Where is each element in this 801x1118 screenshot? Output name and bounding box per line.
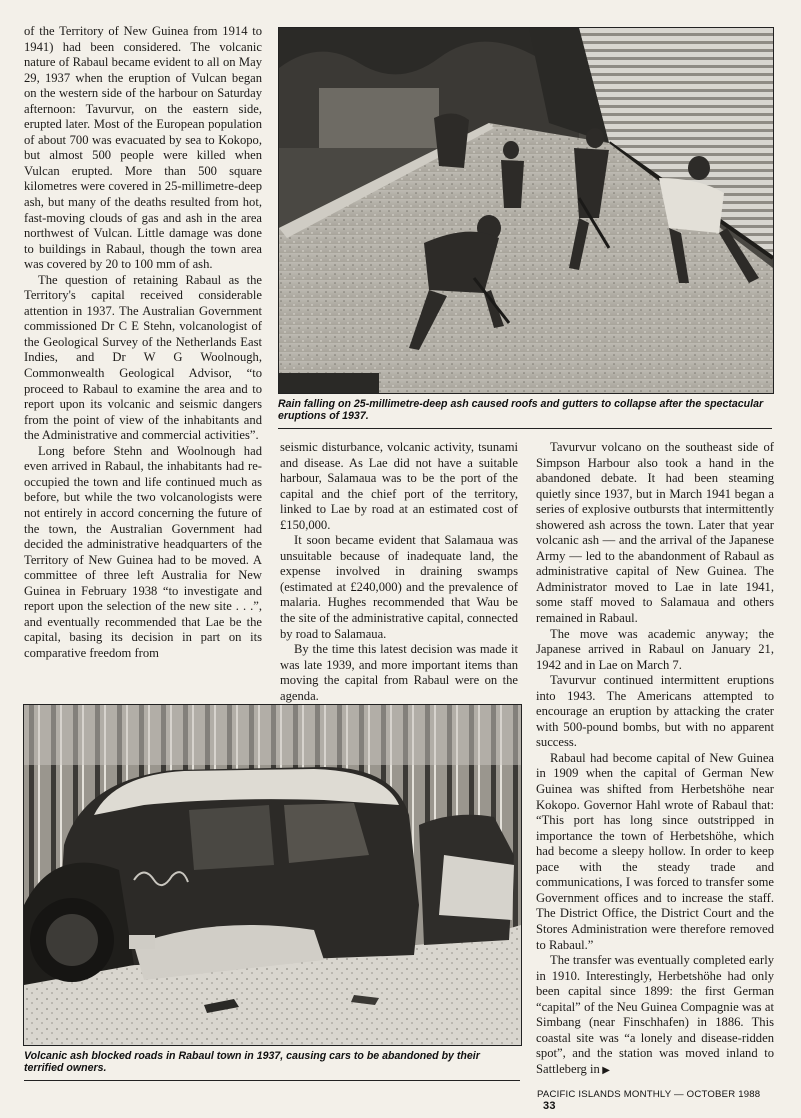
photo-ash-clearing [278,27,774,394]
photo-abandoned-car [23,704,522,1046]
continue-arrow-icon: ▶ [599,1064,610,1076]
paragraph: Tavurvur volcano on the southeast side of Simpson Harbour also took a hand in the abandoned debate. It had been steaming quietly since 1937, but in March 1941 began a series of explosive outbursts that intermittently showered ash across the town. Later that year volcanic ash — and the arrival of the Japanese Army — led to the abandonment of Rabaul as administrative capital of New Guinea. The Administrator moved to Lae in late 1941, some staff moved to Salamaua and others remained in Rabaul. [536,440,774,626]
paragraph: The transfer was eventually completed early in 1910. Interestingly, Herbetshöhe had only been capital since 1899: the first German “capital” of the Neu Guinea Compagnie was at Simbang (near Finschhafen) in 1886. This coastal site was “a lonely and disease-ridden spot”, and the station was moved inland to Sattleberg in ▶ [536,953,774,1076]
article-column-right [536,440,774,1078]
divider [24,1080,520,1081]
article-column-left [24,24,262,661]
paragraph: Long before Stehn and Woolnough had even arrived in Rabaul, the inhabitants had re-occupied the town and life continued much as before, but while the two volcanologists were not entirely in accord concerning the future of the town, the Australian Government had decided the administrative headquarters of the Territory of New Guinea had to be moved. A committee of three left Australia for New Guinea in February 1938 “to investigate and report upon the selection of the new site . . .”, and eventually recommended that Lae be the capital, basing its decision in part on its comparative freedom from [24,443,262,660]
divider [278,428,772,429]
publication-name: PACIFIC ISLANDS MONTHLY — OCTOBER 1988 [537,1089,761,1100]
paragraph: It soon became evident that Salamaua was unsuitable because of inadequate land, the expense involved in draining swamps (estimated at £240,000) and the prevalence of malaria. Hughes recommended that Wau be the site of the administrative capital, connected by road to Salamaua. [280,533,518,641]
paragraph: Tavurvur continued intermittent eruptions into 1943. The Americans attempted to encourage an eruption by attacking the crater with 500-pound bombs, but with no apparent success. [536,673,774,750]
paragraph: By the time this latest decision was made it was late 1939, and more important items than moving the capital from Rabaul were on the agenda. [280,642,518,703]
paragraph: The move was academic anyway; the Japanese arrived in Rabaul on January 21, 1942 and in Lae on March 7. [536,626,774,672]
photo-caption-top: Rain falling on 25-millimetre-deep ash caused roofs and gutters to collapse after the spectacular eruptions of 1937. [278,398,764,423]
paragraph: Rabaul had become capital of New Guinea in 1909 when the capital of German New Guinea was shifted from Herbetshöhe near Kokopo. Governor Hahl wrote of Rabaul that: “This port has long since outstripped in importance the town of Herbetshöhe, which had become a sleepy hollow. In order to keep pace with the steady trade and communications, I was forced to transfer some Government offices and to increase the staff. The District Office, the District Court and the Stores Administration were therefore removed to Rabaul.” [536,750,774,952]
paragraph: of the Territory of New Guinea from 1914 to 1941) had been considered. The volcanic nature of Rabaul became evident to all on May 29, 1937 when the eruption of Vulcan began on the western side of the harbour on Saturday afternoon: Tavurvur, on the eastern side, erupted later. Most of the European population of about 700 was evacuated by sea to Kokopo, but almost 500 people were killed when Vulcan erupted. More than 500 square kilometres were covered in 25-millimetre-deep ash, but many of the deaths resulted from hot, fast-moving clouds of gas and ash in the area northwest of Vulcan. Little damage was done to buildings in Rabaul, though the town area was covered by 20 to 100 mm of ash. [24,24,262,272]
page-number: 33 [543,1100,556,1112]
photo-caption-bottom: Volcanic ash blocked roads in Rabaul town in 1937, causing cars to be abandoned by their terrified owners. [24,1050,480,1075]
paragraph: seismic disturbance, volcanic activity, tsunami and disease. As Lae did not have a suitable harbour, Salamaua was to be the port of the capital and the chief port of the territory, linked to Lae by road at an estimated cost of £150,000. [280,440,518,532]
paragraph: The question of retaining Rabaul as the Territory's capital received considerable attention in 1937. The Australian Government commissioned Dr C E Stehn, volcanologist of the Geological Survey of the Netherlands East Indies, and Dr W G Woolnough, Commonwealth Geological Advisor, “to proceed to Rabaul to examine the area and to report upon its volcanic and seismic dangers from the point of view of the inhabitants and the Administrative and commercial activities”. [24,272,262,443]
article-column-middle [280,440,518,704]
page-footer [537,1089,777,1112]
